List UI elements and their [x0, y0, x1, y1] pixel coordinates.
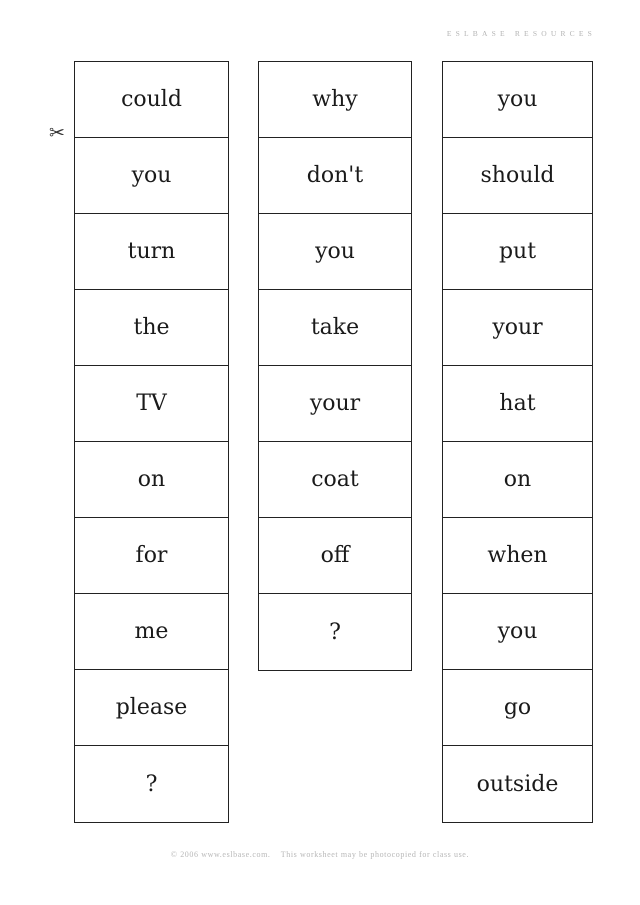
copyright-footer: © 2006 www.eslbase.com. This worksheet may be photocopied for class use.: [170, 850, 470, 859]
word-card: please: [75, 670, 228, 746]
word-card-column-1: [74, 61, 229, 823]
word-card: you: [443, 594, 592, 670]
brand-header: ESLBASE RESOURCES: [446, 29, 596, 38]
word-card: hat: [443, 366, 592, 442]
word-card: your: [259, 366, 411, 442]
word-card-column-2: [258, 61, 412, 671]
word-card: the: [75, 290, 228, 366]
word-card: you: [259, 214, 411, 290]
word-card: off: [259, 518, 411, 594]
word-card: put: [443, 214, 592, 290]
word-card: don't: [259, 138, 411, 214]
word-card: on: [75, 442, 228, 518]
word-card: me: [75, 594, 228, 670]
word-card: outside: [476, 771, 559, 797]
word-card: could: [75, 62, 228, 138]
word-card: should: [443, 138, 592, 214]
word-card: you: [75, 138, 228, 214]
word-card: turn: [75, 214, 228, 290]
word-card: ?: [145, 771, 158, 797]
word-card: you: [443, 62, 592, 138]
word-card: why: [259, 62, 411, 138]
word-card: take: [259, 290, 411, 366]
word-card-column-3: [442, 61, 593, 823]
word-card: TV: [75, 366, 228, 442]
word-card: ?: [329, 619, 341, 645]
word-card: coat: [259, 442, 411, 518]
word-card: your: [443, 290, 592, 366]
word-card: on: [443, 442, 592, 518]
word-card: for: [75, 518, 228, 594]
word-card: go: [443, 670, 592, 746]
word-card: when: [443, 518, 592, 594]
scissors-icon: ✂: [49, 122, 65, 144]
